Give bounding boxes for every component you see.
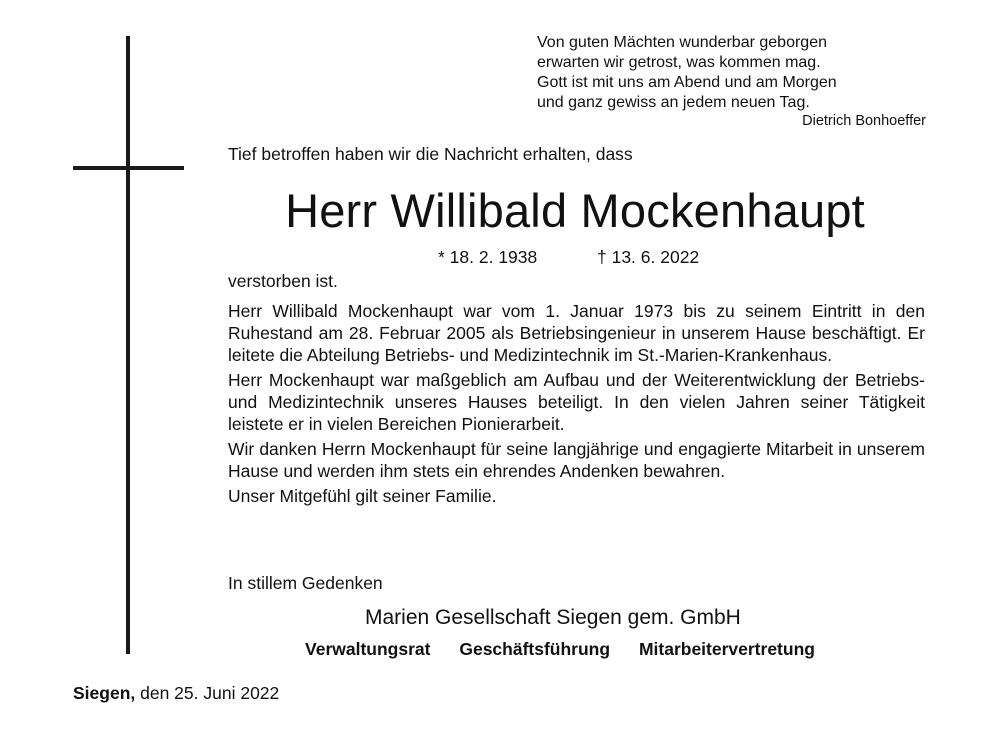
- department-label: Mitarbeitervertretung: [638, 639, 815, 659]
- intro-text: Tief betroffen haben wir die Nachricht erhalten, dass: [228, 144, 633, 164]
- organization-name: Marien Gesellschaft Siegen gem. GmbH: [365, 606, 741, 629]
- notice-date: den 25. Juni 2022: [140, 683, 280, 703]
- poem-line: und ganz gewiss an jedem neuen Tag.: [537, 94, 810, 111]
- body-paragraph: Unser Mitgefühl gilt seiner Familie.: [228, 486, 497, 506]
- birth-date: * 18. 2. 1938: [438, 247, 538, 267]
- departments: [305, 638, 815, 660]
- obituary-body: [228, 300, 925, 510]
- verstorben-text: verstorben ist.: [228, 271, 338, 291]
- closing-text: In stillem Gedenken: [228, 573, 383, 593]
- cross-icon-horizontal-bar: [73, 166, 184, 170]
- poem-line: Gott ist mit uns am Abend und am Morgen: [537, 74, 837, 91]
- place-name: Siegen,: [73, 683, 136, 703]
- department-label: Geschäftsführung: [459, 639, 611, 659]
- body-paragraph: Herr Mockenhaupt war maßgeblich am Aufbau und der Weiterentwicklung der Betriebs- und Medizintechnik unseres Hauses beteiligt. In den vielen Jahren seiner Tätigkeit leistete er in vielen Bereichen Pionierarbeit.: [228, 370, 925, 434]
- cross-icon-vertical-bar: [126, 36, 130, 654]
- poem-line: Von guten Mächten wunderbar geborgen: [537, 34, 827, 51]
- deceased-name: Herr Willibald Mockenhaupt: [285, 184, 865, 237]
- death-date: † 13. 6. 2022: [597, 247, 700, 267]
- department-label: Verwaltungsrat: [305, 639, 431, 659]
- poem-line: erwarten wir getrost, was kommen mag.: [537, 54, 821, 71]
- body-paragraph: Herr Willibald Mockenhaupt war vom 1. Januar 1973 bis zu seinem Eintritt in den Ruhestand am 28. Februar 2005 als Betriebsingenieur in unserem Hause beschäftigt. Er leitete die Abteilung Betriebs- und Medizintechnik im St.-Marien-Krankenhaus.: [228, 301, 925, 365]
- place-date-line: [73, 682, 279, 704]
- body-paragraph: Wir danken Herrn Mockenhaupt für seine langjährige und engagierte Mitarbeit in unserem Hause und werden ihm stets ein ehrendes Andenken bewahren.: [228, 439, 925, 481]
- poem: [537, 33, 837, 113]
- poem-author: Dietrich Bonhoeffer: [802, 113, 926, 129]
